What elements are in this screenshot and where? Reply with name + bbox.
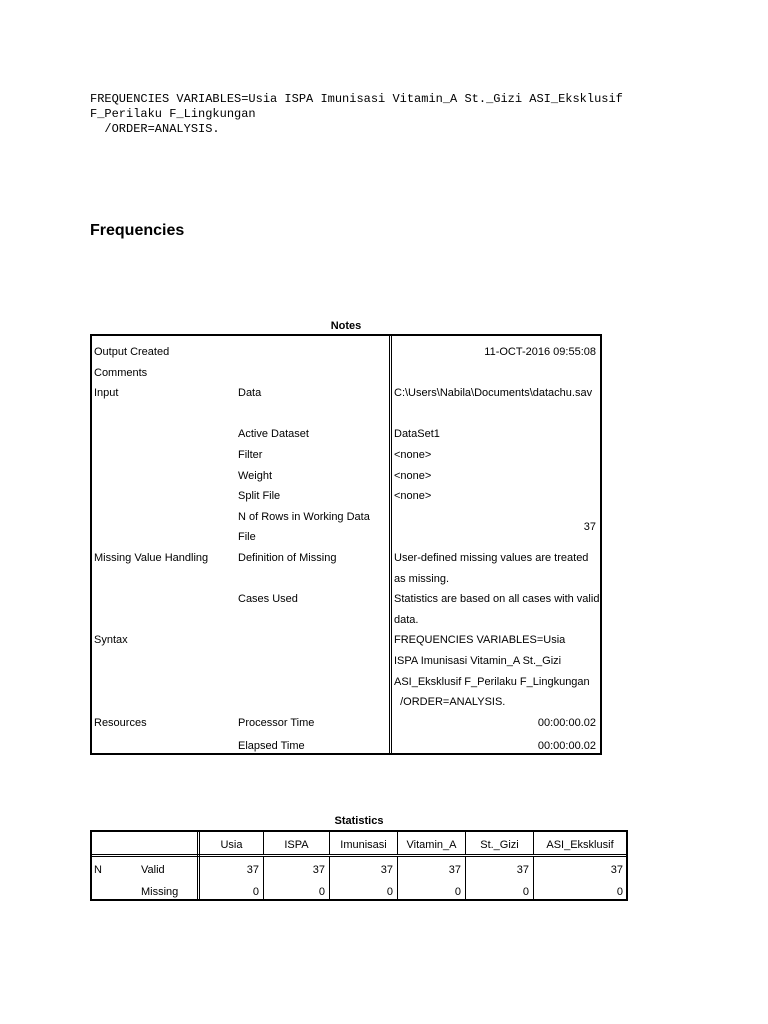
notes-missing-label: Missing Value Handling	[94, 552, 209, 564]
syntax-line: F_Perilaku F_Lingkungan	[90, 107, 256, 121]
statistics-missing-value: 0	[252, 886, 259, 898]
statistics-header-divider	[92, 854, 626, 857]
syntax-block	[90, 92, 623, 137]
statistics-n-label: N	[94, 864, 102, 876]
statistics-column-divider	[465, 857, 466, 899]
statistics-column-header: St._Gizi	[480, 839, 519, 851]
statistics-valid-value: 37	[610, 864, 623, 876]
statistics-valid-label: Valid	[141, 864, 165, 876]
statistics-valid-value: 37	[448, 864, 461, 876]
notes-split-file-value: <none>	[394, 490, 432, 503]
notes-syntax-line: ASI_Eksklusif F_Perilaku F_Lingkungan	[394, 675, 590, 688]
notes-cases-used-value: Statistics are based on all cases with valid data.	[394, 593, 600, 626]
statistics-column-divider	[329, 857, 330, 899]
notes-table	[90, 334, 602, 755]
frequencies-heading: Frequencies	[90, 222, 185, 239]
statistics-table-title: Statistics	[334, 815, 384, 827]
notes-resources-label: Resources	[94, 717, 147, 729]
statistics-table	[90, 830, 628, 901]
notes-syntax-line: /ORDER=ANALYSIS.	[394, 696, 506, 709]
statistics-column-header: Vitamin_A	[406, 839, 457, 851]
notes-processor-time-value: 00:00:00.02	[537, 717, 596, 729]
statistics-column-divider	[397, 857, 398, 899]
syntax-line: /ORDER=ANALYSIS.	[90, 122, 220, 136]
notes-definition-missing-value: User-defined missing values are treated as missing.	[394, 552, 589, 585]
statistics-missing-value: 0	[454, 886, 461, 898]
notes-syntax-label: Syntax	[94, 634, 128, 647]
notes-output-created-label: Output Created	[94, 346, 170, 358]
statistics-valid-value: 37	[380, 864, 393, 876]
notes-weight-label: Weight	[238, 469, 273, 482]
notes-table-title: Notes	[330, 320, 362, 332]
statistics-valid-value: 37	[246, 864, 259, 876]
statistics-column-header: Imunisasi	[340, 839, 387, 851]
notes-output-created-value: 11-OCT-2016 09:55:08	[484, 346, 596, 358]
notes-syntax-line: FREQUENCIES VARIABLES=Usia	[394, 634, 566, 647]
syntax-line: FREQUENCIES VARIABLES=Usia ISPA Imunisasi Vitamin_A St._Gizi ASI_Eksklusif	[90, 92, 623, 106]
notes-weight-value: <none>	[394, 469, 432, 482]
statistics-missing-value: 0	[522, 886, 529, 898]
notes-definition-missing-label: Definition of Missing	[238, 552, 337, 564]
statistics-missing-value: 0	[616, 886, 623, 898]
notes-processor-time-label: Processor Time	[238, 717, 315, 729]
statistics-valid-value: 37	[516, 864, 529, 876]
statistics-column-divider	[263, 857, 264, 899]
statistics-missing-value: 0	[386, 886, 393, 898]
notes-comments-label: Comments	[94, 366, 148, 379]
notes-split-file-label: Split File	[238, 490, 281, 503]
notes-syntax-line: ISPA Imunisasi Vitamin_A St._Gizi	[394, 655, 562, 667]
notes-filter-label: Filter	[238, 449, 263, 461]
statistics-column-header: ISPA	[284, 839, 309, 851]
notes-input-label: Input	[94, 387, 119, 400]
notes-cases-used-label: Cases Used	[238, 593, 298, 606]
statistics-column-divider	[533, 857, 534, 899]
statistics-valid-value: 37	[312, 864, 325, 876]
notes-data-value: C:\Users\Nabila\Documents\datachu.sav	[394, 387, 593, 400]
notes-active-dataset-value: DataSet1	[394, 428, 440, 441]
notes-active-dataset-label: Active Dataset	[238, 428, 309, 441]
notes-column-divider	[389, 336, 392, 753]
notes-elapsed-time-value: 00:00:00.02	[537, 740, 596, 752]
notes-n-rows-label: N of Rows in Working Data File	[238, 510, 370, 544]
notes-data-label: Data	[238, 387, 262, 400]
notes-elapsed-time-label: Elapsed Time	[238, 740, 305, 752]
statistics-missing-value: 0	[318, 886, 325, 898]
statistics-column-header: ASI_Eksklusif	[546, 839, 614, 851]
notes-n-rows-value: 37	[583, 521, 596, 533]
notes-filter-value: <none>	[394, 449, 432, 461]
statistics-missing-label: Missing	[141, 886, 179, 898]
statistics-column-header: Usia	[220, 839, 243, 851]
